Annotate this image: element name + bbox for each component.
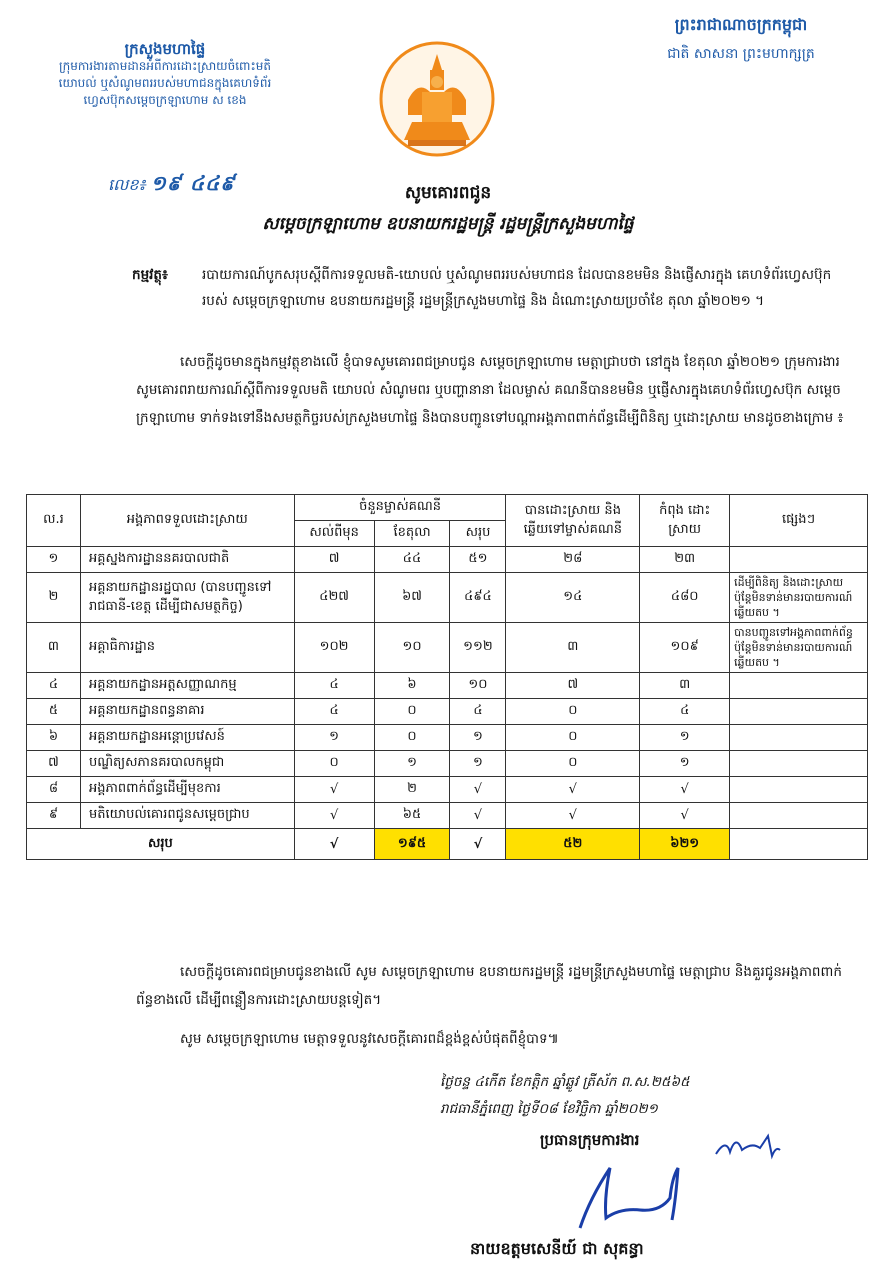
cell-total: ១ bbox=[450, 725, 506, 751]
table-row bbox=[27, 751, 868, 777]
cell-total: ៤៩៤ bbox=[450, 573, 506, 623]
addressee-greeting: សូមគោរពជូន bbox=[404, 183, 492, 203]
cell-prev: ០ bbox=[294, 751, 374, 777]
cell-prev: ៤២៧ bbox=[294, 573, 374, 623]
header-no: ល.រ bbox=[27, 495, 81, 547]
cell-total: ៤ bbox=[450, 699, 506, 725]
cell-prev: √ bbox=[294, 777, 374, 803]
cell-resolved: ៣ bbox=[506, 623, 640, 673]
cell-total: ៥១ bbox=[450, 547, 506, 573]
ministry-line-1: ក្រុមការងារតាមដានអំពីការដោះស្រាយចំពោះមតិ bbox=[59, 59, 271, 73]
kingdom-title: ព្រះរាជាណាចក្រកម្ពុជា bbox=[674, 15, 808, 34]
kingdom-motto: ជាតិ សាសនា ព្រះមហាក្សត្រ bbox=[667, 46, 815, 62]
header-month: ខែតុលា bbox=[374, 521, 450, 547]
royal-emblem-icon bbox=[378, 40, 496, 158]
cell-resolved: ៧ bbox=[506, 673, 640, 699]
cell-unit: មតិយោបល់គោរពជូនសម្តេចជ្រាប bbox=[80, 803, 294, 829]
cell-pending: √ bbox=[640, 777, 730, 803]
cell-month: ១០ bbox=[374, 623, 450, 673]
cell-resolved: ២៨ bbox=[506, 547, 640, 573]
cell-resolved: ០ bbox=[506, 725, 640, 751]
cell-note: ដើម្បីពិនិត្យ និងដោះស្រាយ ប៉ុន្តែមិនទាន់មានរបាយការណ៍ឆ្លើយតប ។ bbox=[730, 573, 868, 623]
cell-no: ២ bbox=[27, 573, 81, 623]
signer-title: ប្រធានក្រុមការងារ bbox=[540, 1131, 640, 1149]
signature-icon bbox=[560, 1158, 720, 1238]
date-solar: រាជធានីភ្នំពេញ ថ្ងៃទី០៨ ខែវិច្ឆិកា ឆ្នាំ២០២១ bbox=[440, 1101, 658, 1117]
date-lunar: ថ្ងៃចន្ទ ៤កើត ខែកត្តិក ឆ្នាំឆ្លូវ ត្រីស័ក ព.ស.២៥៦៥ bbox=[440, 1074, 690, 1090]
header-other: ផ្សេងៗ bbox=[730, 495, 868, 547]
cell-note bbox=[730, 673, 868, 699]
total-other bbox=[730, 829, 868, 860]
cell-unit: បណ្ឌិត្យសភានគរបាលកម្ពុជា bbox=[80, 751, 294, 777]
cell-month: ៦៥ bbox=[374, 803, 450, 829]
respect-line: សូម សម្តេចក្រឡាហោម មេត្តាទទួលនូវសេចក្តីគោរពដ៏ខ្ពង់ខ្ពស់បំផុតពីខ្ញុំបាទ៕ bbox=[180, 1031, 559, 1047]
cell-no: ៧ bbox=[27, 751, 81, 777]
reference-value: ១៩ ៤៤៩ bbox=[150, 171, 236, 195]
ministry-line-2: យោបល់ ឬសំណូមពររបស់មហាជនក្នុងគេហទំព័រ bbox=[58, 76, 272, 90]
cell-unit: អគ្គនាយកដ្ឋានរដ្ឋបាល (បានបញ្ជូនទៅរាជធានី-ខេត្ត ដើម្បីជាសមត្ថកិច្ច) bbox=[80, 573, 294, 623]
cell-pending: ២៣ bbox=[640, 547, 730, 573]
ministry-header bbox=[40, 40, 290, 109]
cell-month: ១ bbox=[374, 751, 450, 777]
cell-month: ៦ bbox=[374, 673, 450, 699]
subject-block bbox=[132, 262, 852, 314]
cell-unit: អគ្គនាយកដ្ឋានអន្តោប្រវេសន៍ bbox=[80, 725, 294, 751]
total-month: ១៩៥ bbox=[374, 829, 450, 860]
cell-month: ០ bbox=[374, 699, 450, 725]
cell-prev: ១០២ bbox=[294, 623, 374, 673]
table-row bbox=[27, 623, 868, 673]
cell-pending: ៤ bbox=[640, 699, 730, 725]
ministry-line-3: ហ្វេសប៊ុកសម្តេចក្រឡាហោម ស ខេង bbox=[83, 93, 247, 107]
cell-no: ១ bbox=[27, 547, 81, 573]
cell-resolved: ០ bbox=[506, 751, 640, 777]
cell-resolved: √ bbox=[506, 777, 640, 803]
cell-pending: ៣ bbox=[640, 673, 730, 699]
cell-month: ០ bbox=[374, 725, 450, 751]
cell-note bbox=[730, 699, 868, 725]
cell-unit: អង្គភាពពាក់ព័ន្ធដើម្បីមុខការ bbox=[80, 777, 294, 803]
cell-no: ៨ bbox=[27, 777, 81, 803]
cell-total: ១០ bbox=[450, 673, 506, 699]
cell-no: ៤ bbox=[27, 673, 81, 699]
cell-prev: ៤ bbox=[294, 673, 374, 699]
cell-prev: ១ bbox=[294, 725, 374, 751]
cell-note: បានបញ្ជូនទៅអង្គភាពពាក់ព័ន្ធ ប៉ុន្តែមិនទាន់មានរបាយការណ៍ឆ្លើយតប ។ bbox=[730, 623, 868, 673]
cell-pending: ១០៩ bbox=[640, 623, 730, 673]
cell-prev: ៧ bbox=[294, 547, 374, 573]
total-total: √ bbox=[450, 829, 506, 860]
cell-no: ៦ bbox=[27, 725, 81, 751]
subject-text: របាយការណ៍បូកសរុបស្តីពីការទទួលមតិ-យោបល់ ឬសំណូមពររបស់មហាជន ដែលបានខមមិន និងផ្ញើសារក្នុង គេហទំព័រហ្វេសប៊ុករបស់ សម្តេចក្រឡាហោម ឧបនាយករដ្ឋមន្ត្រី រដ្ឋមន្ត្រីក្រសួងមហាផ្ទៃ និង ដំណោះស្រាយប្រចាំខែ តុលា ឆ្នាំ២០២១ ។ bbox=[202, 267, 832, 309]
header-unit: អង្គភាពទទួលដោះស្រាយ bbox=[80, 495, 294, 547]
cell-unit: អគ្គស្នងការដ្ឋាននគរបាលជាតិ bbox=[80, 547, 294, 573]
header-total: សរុប bbox=[450, 521, 506, 547]
reference-label: លេខ៖ bbox=[108, 175, 146, 194]
cell-pending: √ bbox=[640, 803, 730, 829]
cell-pending: ១ bbox=[640, 725, 730, 751]
cell-total: √ bbox=[450, 777, 506, 803]
header-pending: កំពុង ដោះស្រាយ bbox=[640, 495, 730, 547]
header-resolved: បានដោះស្រាយ និង ឆ្លើយទៅម្ចាស់គណនី bbox=[506, 495, 640, 547]
total-resolved: ៥២ bbox=[506, 829, 640, 860]
total-label: សរុប bbox=[27, 829, 295, 860]
cell-unit: អគ្គនាយកដ្ឋានអត្តសញ្ញាណកម្ម bbox=[80, 673, 294, 699]
total-prev: √ bbox=[294, 829, 374, 860]
ministry-title: ក្រសួងមហាផ្ទៃ bbox=[124, 40, 206, 58]
intro-paragraph: សេចក្តីដូចមានក្នុងកម្មវត្ថុខាងលើ ខ្ញុំបាទសូមគោរពជម្រាបជូន សម្តេចក្រឡាហោម មេត្តាជ្រាបថា នៅក្នុង ខែតុលា ឆ្នាំ២០២១ ក្រុមការងារសូមគោរពរាយការណ៍ស្តីពីការទទួលមតិ យោបល់ សំណូមពរ ឬបញ្ហានានា ដែលម្ចាស់ គណនីបានខមមិន ឬផ្ញើសារក្នុងគេហទំព័រហ្វេសប៊ុក សម្តេចក្រឡាហោម ទាក់ទងទៅនឹងសមត្ថកិច្ចរបស់ក្រសួងមហាផ្ទៃ និងបានបញ្ជូនទៅបណ្តាអង្គភាពពាក់ព័ន្ធដើម្បីពិនិត្យ ឬដោះស្រាយ មានដូចខាងក្រោម ៖ bbox=[136, 354, 844, 426]
cell-unit: អគ្គនាយកដ្ឋានពន្ធនាគារ bbox=[80, 699, 294, 725]
table-row bbox=[27, 777, 868, 803]
cell-resolved: ១៤ bbox=[506, 573, 640, 623]
signer-name: នាយឧត្តមសេនីយ៍ ជា សុគន្ធា bbox=[470, 1239, 644, 1258]
cell-pending: ៤៨០ bbox=[640, 573, 730, 623]
cell-no: ៥ bbox=[27, 699, 81, 725]
cell-month: ២ bbox=[374, 777, 450, 803]
cell-month: ៤៤ bbox=[374, 547, 450, 573]
initial-mark-icon bbox=[712, 1128, 782, 1162]
cell-note bbox=[730, 725, 868, 751]
cell-no: ៩ bbox=[27, 803, 81, 829]
cell-note bbox=[730, 547, 868, 573]
subject-label: កម្មវត្ថុ៖ bbox=[132, 267, 168, 283]
cell-prev: √ bbox=[294, 803, 374, 829]
closing-paragraph: សេចក្តីដូចគោរពជម្រាបជូនខាងលើ សូម សម្តេចក្រឡាហោម ឧបនាយករដ្ឋមន្ត្រី រដ្ឋមន្ត្រីក្រសួងមហាផ្ទៃ មេត្តាជ្រាប និងគួរជូនអង្គភាពពាក់ព័ន្ធខាងលើ ដើម្បីពន្លឿនការដោះស្រាយបន្តទៀត។ bbox=[136, 964, 842, 1008]
header-prev: សល់ពីមុន bbox=[294, 521, 374, 547]
cell-note bbox=[730, 803, 868, 829]
cell-resolved: √ bbox=[506, 803, 640, 829]
cell-note bbox=[730, 751, 868, 777]
table-row bbox=[27, 803, 868, 829]
report-table bbox=[26, 494, 868, 860]
header-accounts: ចំនួនម្ចាស់គណនី bbox=[294, 495, 506, 521]
table-row bbox=[27, 673, 868, 699]
table-header-row bbox=[27, 495, 868, 521]
cell-total: ១ bbox=[450, 751, 506, 777]
kingdom-header bbox=[626, 14, 856, 65]
cell-no: ៣ bbox=[27, 623, 81, 673]
table-row bbox=[27, 573, 868, 623]
addressee-title: សម្តេចក្រឡាហោម ឧបនាយករដ្ឋមន្ត្រី រដ្ឋមន្ត្រីក្រសួងមហាផ្ទៃ bbox=[262, 214, 634, 234]
cell-note bbox=[730, 777, 868, 803]
table-row bbox=[27, 725, 868, 751]
cell-total: ១១២ bbox=[450, 623, 506, 673]
cell-month: ៦៧ bbox=[374, 573, 450, 623]
cell-pending: ១ bbox=[640, 751, 730, 777]
table-row bbox=[27, 699, 868, 725]
cell-total: √ bbox=[450, 803, 506, 829]
table-row bbox=[27, 547, 868, 573]
table-total-row bbox=[27, 829, 868, 860]
cell-prev: ៤ bbox=[294, 699, 374, 725]
cell-resolved: ០ bbox=[506, 699, 640, 725]
total-pending: ៦២១ bbox=[640, 829, 730, 860]
cell-unit: អគ្គាធិការដ្ឋាន bbox=[80, 623, 294, 673]
